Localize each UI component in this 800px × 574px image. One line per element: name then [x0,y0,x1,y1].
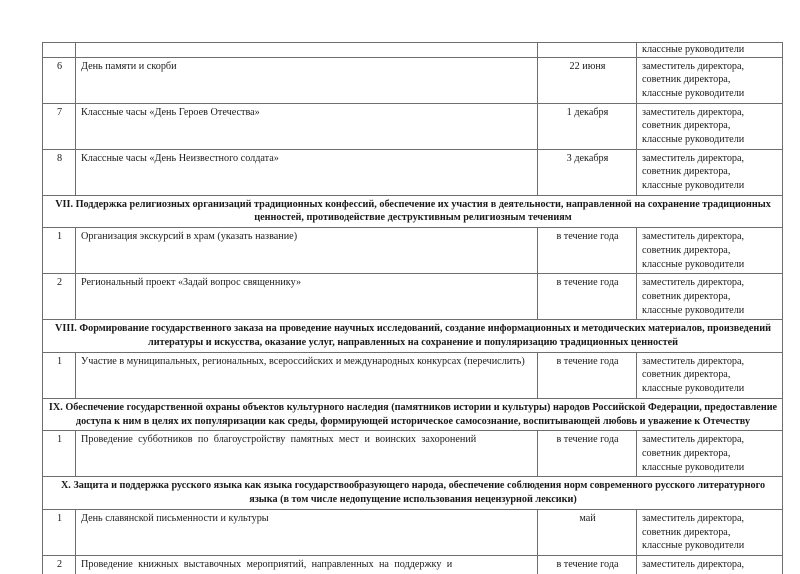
table-row [43,43,783,58]
responsible-line: классные руководители [642,180,745,192]
row-event: Проведение субботников по благоустройству памятных мест и воинских захоронений [76,431,538,477]
row-responsible [637,555,783,573]
row-event [76,43,538,58]
row-date: в течение года [538,228,637,274]
row-date: май [538,509,637,555]
responsible-line: классные руководители [642,461,745,473]
responsible-line: советник директора, [642,526,731,538]
responsible-line: заместитель директора, [642,512,745,524]
plan-table [42,42,783,574]
row-event: Проведение книжных выставочных мероприятий, направленных на поддержку и [76,555,538,573]
responsible-line: классные руководители [642,258,745,270]
section-title-vii: VII. Поддержка религиозных организаций традиционных конфессий, обеспечение их участия в деятельности, направленной на сохранение традиционных ценностей, противодействие деструктивным религиозным течениям [43,195,783,228]
responsible-line: советник директора, [642,74,731,86]
responsible-line: классные руководители [642,88,745,100]
row-responsible [637,352,783,398]
responsible-line: советник директора, [642,369,731,381]
section-title-ix: IX. Обеспечение государственной охраны объектов культурного наследия (памятников истории и культуры) народов Российской Федерации, предоставление доступа к ним в целях их популяризации как среды, формирующей историческое самосознание, воспитывающей любовь и уважение к Отечеству [43,398,783,431]
row-number: 1 [43,431,76,477]
responsible-line: классные руководители [642,383,745,395]
table-row [43,57,783,103]
row-number: 1 [43,352,76,398]
row-date: в течение года [538,555,637,573]
responsible-line: классные руководители [642,540,745,552]
row-event: Организация экскурсий в храм (указать название) [76,228,538,274]
responsible-line: советник директора, [642,120,731,132]
responsible-line: заместитель директора, [642,434,745,446]
table-row [43,149,783,195]
responsible-line: заместитель директора, [642,106,745,118]
section-header-row [43,398,783,431]
responsible-line: советник директора, [642,166,731,178]
row-date: 22 июня [538,57,637,103]
responsible-line: заместитель директора, [642,152,745,164]
row-date: в течение года [538,274,637,320]
responsible-line: классные руководители [642,304,745,316]
responsible-line: заместитель директора, [642,558,745,570]
row-date: 1 декабря [538,103,637,149]
row-number [43,43,76,58]
table-row [43,103,783,149]
row-responsible [637,149,783,195]
table-row [43,274,783,320]
row-event: Участие в муниципальных, региональных, всероссийских и международных конкурсах (перечислить) [76,352,538,398]
plan-table-body [43,43,783,574]
responsible-line: заместитель директора, [642,231,745,243]
plan-table-container [42,42,782,570]
row-event: День памяти и скорби [76,57,538,103]
responsible-line: советник директора, [642,244,731,256]
row-event: Региональный проект «Задай вопрос священнику» [76,274,538,320]
responsible-line: заместитель директора, [642,355,745,367]
row-date: 3 декабря [538,149,637,195]
responsible-line: классные руководители [642,134,745,146]
row-date: в течение года [538,431,637,477]
responsible-line: заместитель директора, [642,60,745,72]
row-number: 1 [43,228,76,274]
row-number: 1 [43,509,76,555]
row-responsible [637,509,783,555]
section-header-row [43,195,783,228]
row-responsible [637,57,783,103]
row-event: День славянской письменности и культуры [76,509,538,555]
row-responsible [637,228,783,274]
row-responsible [637,43,783,58]
responsible-line: советник директора, [642,448,731,460]
row-responsible [637,431,783,477]
row-number: 8 [43,149,76,195]
row-responsible [637,274,783,320]
row-event: Классные часы «День Героев Отечества» [76,103,538,149]
section-header-row [43,477,783,510]
row-number: 6 [43,57,76,103]
row-number: 2 [43,555,76,573]
row-date [538,43,637,58]
table-row [43,431,783,477]
row-number: 7 [43,103,76,149]
section-title-x: X. Защита и поддержка русского языка как языка государствообразующего народа, обеспечение соблюдения норм современного русского литературного языка (в том числе недопущение использования нецензурной лексики) [43,477,783,510]
table-row [43,509,783,555]
table-row [43,555,783,573]
row-responsible [637,103,783,149]
responsible-line: классные руководители [642,44,745,55]
table-row [43,228,783,274]
table-row [43,352,783,398]
responsible-line: заместитель директора, [642,277,745,289]
row-event: Классные часы «День Неизвестного солдата» [76,149,538,195]
responsible-line: советник директора, [642,290,731,302]
row-date: в течение года [538,352,637,398]
section-header-row [43,320,783,353]
row-number: 2 [43,274,76,320]
section-title-viii: VIII. Формирование государственного заказа на проведение научных исследований, создание информационных и методических материалов, произведений литературы и искусства, оказание услуг, направленных на сохранение и популяризацию традиционных ценностей [43,320,783,353]
